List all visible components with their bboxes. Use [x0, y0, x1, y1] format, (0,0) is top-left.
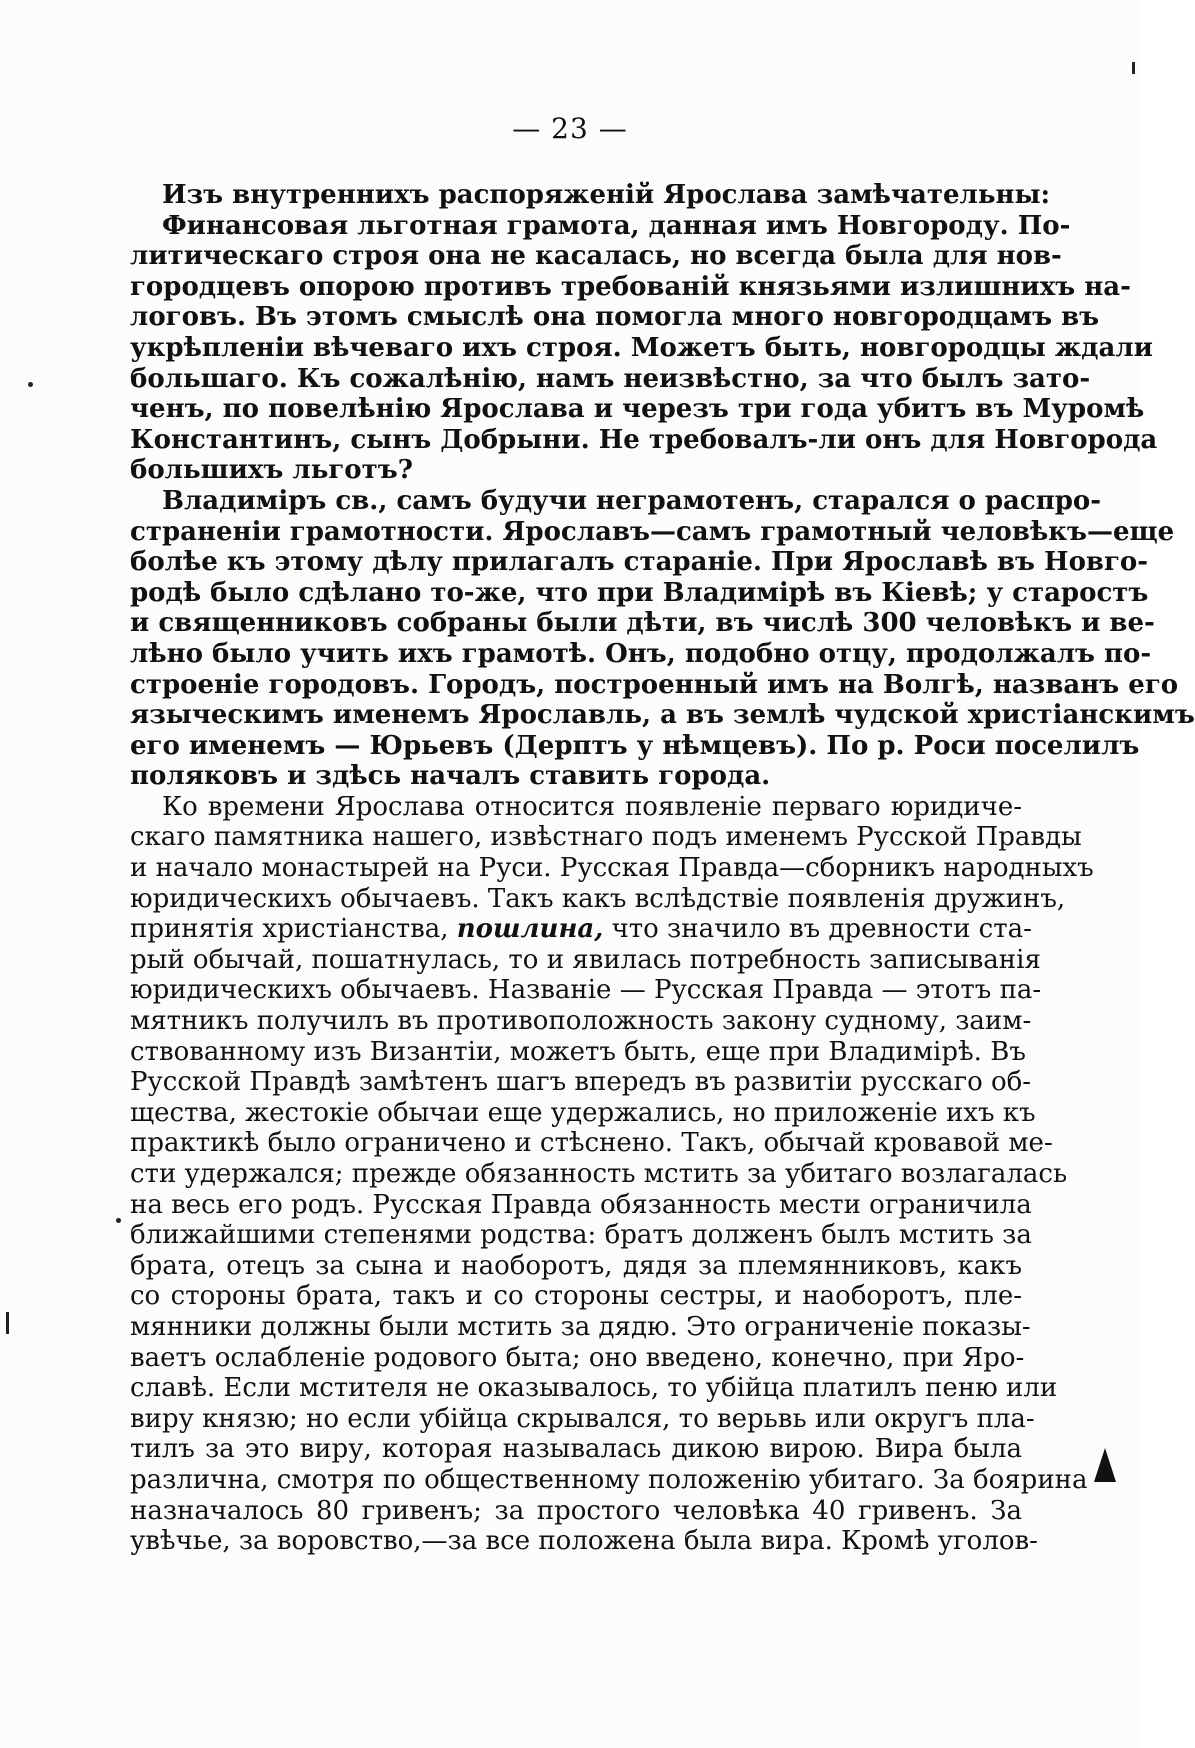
- text-line: лѣно было учить ихъ грамотѣ. Онъ, подобно отцу, продолжалъ по-: [130, 638, 1152, 669]
- scan-speck: [28, 382, 33, 387]
- text-line: на весь его родъ. Русская Правда обязанность мести ограничила: [130, 1189, 1032, 1220]
- scan-speck: [116, 1218, 121, 1223]
- text-line: мянники должны были мстить за дядю. Это ограниченіе показы-: [130, 1311, 1031, 1342]
- text-line: Константинъ, сынъ Добрыни. Не требовалъ-ли онъ для Новгорода: [130, 424, 1158, 455]
- text-line: со стороны брата, такъ и со стороны сестры, и наоборотъ, пле-: [130, 1281, 1022, 1312]
- text-line: Владиміръ св., самъ будучи неграмотенъ, старался о распро-: [162, 485, 1102, 516]
- text-line: щества, жестокіе обычаи еще удержались, но приложеніе ихъ къ: [130, 1097, 1036, 1128]
- text-line: языческимъ именемъ Ярославль, а въ землѣ чудской христіанскимъ: [130, 700, 1195, 731]
- text-line: Русской Правдѣ замѣтенъ шагъ впередъ въ развитіи русскаго об-: [130, 1067, 1032, 1098]
- text-line: скаго памятника нашего, извѣстнаго подъ именемъ Русской Правды: [130, 822, 1082, 853]
- text-line: юридическихъ обычаевъ. Такъ какъ вслѣдствіе появленія дружинъ,: [130, 883, 1066, 914]
- text-line: виру князю; но если убійца скрывался, то верьвь или округъ пла-: [130, 1403, 1035, 1434]
- text-line-with-emphasis: [130, 914, 1032, 945]
- emphasized-word: пошлина,: [456, 914, 604, 945]
- text-line: страненіи грамотности. Ярославъ—самъ грамотный человѣкъ—еще: [130, 516, 1175, 547]
- text-line: ченъ, по повелѣнію Ярослава и черезъ три года убитъ въ Муромѣ: [130, 394, 1145, 425]
- text-line: увѣчье, за воровство,—за все положена была вира. Кромѣ уголов-: [130, 1526, 1038, 1557]
- text-line: различна, смотря по общественному положенію убитаго. За боярина: [130, 1464, 1088, 1495]
- text-line: и священниковъ собраны были дѣти, въ числѣ 300 человѣкъ и ве-: [130, 608, 1155, 639]
- text-line: рый обычай, пошатнулась, то и явилась потребность записыванія: [130, 944, 1041, 975]
- text-line: строеніе городовъ. Городъ, построенный имъ на Волгѣ, названъ его: [130, 669, 1179, 700]
- body-text: [130, 180, 1195, 1557]
- text-line: Финансовая льготная грамота, данная имъ Новгороду. По-: [162, 210, 1071, 241]
- text-line: юридическихъ обычаевъ. Названіе — Русская Правда — этотъ па-: [130, 975, 1042, 1006]
- text-line: ближайшими степенями родства: братъ долженъ былъ мстить за: [130, 1220, 1032, 1251]
- text-line: ствованному изъ Византіи, можетъ быть, еще при Владимірѣ. Въ: [130, 1036, 1026, 1067]
- text-line: мятникъ получилъ въ противоположность закону судному, заим-: [130, 1006, 1032, 1037]
- text-line: и начало монастырей на Руси. Русская Правда—сборникъ народныхъ: [130, 853, 1094, 884]
- page-corner-mark: [1094, 1448, 1116, 1482]
- page-number: — 23 —: [512, 112, 628, 145]
- text-line: славѣ. Если мстителя не оказывалось, то убійца платилъ пеню или: [130, 1373, 1058, 1404]
- text-line: Изъ внутреннихъ распоряженій Ярослава замѣчательны:: [162, 180, 1051, 210]
- text-line: его именемъ — Юрьевъ (Дерптъ у нѣмцевъ). По р. Роси поселилъ: [130, 730, 1140, 761]
- text-line: тилъ за это виру, которая называлась дикою вирою. Вира была: [130, 1434, 1022, 1465]
- text-segment: принятія христіанства,: [130, 914, 449, 945]
- text-line: ваетъ ослабленіе родового быта; оно введено, конечно, при Яро-: [130, 1342, 1025, 1373]
- text-line: логовъ. Въ этомъ смыслѣ она помогла много новгородцамъ въ: [130, 302, 1100, 333]
- text-line: сти удержался; прежде обязанность мстить за убитаго возлагалась: [130, 1159, 1068, 1189]
- text-line: болѣе къ этому дѣлу прилагалъ стараніе. При Ярославѣ въ Новго-: [130, 547, 1149, 578]
- text-line: родѣ было сдѣлано то-же, что при Владимірѣ въ Кіевѣ; у старостъ: [130, 577, 1149, 608]
- scan-speck: [1132, 62, 1135, 74]
- scan-speck: [6, 1312, 9, 1334]
- text-segment: что значило въ древности ста-: [611, 914, 1032, 945]
- text-line: большаго. Къ сожалѣнію, намъ неизвѣстно, за что былъ зато-: [130, 363, 1091, 394]
- text-line: Ко времени Ярослава относится появленіе перваго юридиче-: [162, 791, 1022, 822]
- text-line: большихъ льготъ?: [130, 455, 413, 486]
- text-line: брата, отецъ за сына и наоборотъ, дядя за племянниковъ, какъ: [130, 1250, 1022, 1281]
- text-line: городцевъ опорою противъ требованій князьями излишнихъ на-: [130, 271, 1131, 302]
- text-line: практикѣ было ограничено и стѣснено. Такъ, обычай кровавой ме-: [130, 1128, 1053, 1159]
- text-line: назначалось 80 гривенъ; за простого человѣка 40 гривенъ. За: [130, 1495, 1022, 1526]
- text-line: укрѣпленіи вѣчеваго ихъ строя. Можетъ быть, новгородцы ждали: [130, 332, 1153, 363]
- text-line: литическаго строя она не касалась, но всегда была для нов-: [130, 241, 1062, 272]
- text-line: поляковъ и здѣсь началъ ставить города.: [130, 761, 771, 792]
